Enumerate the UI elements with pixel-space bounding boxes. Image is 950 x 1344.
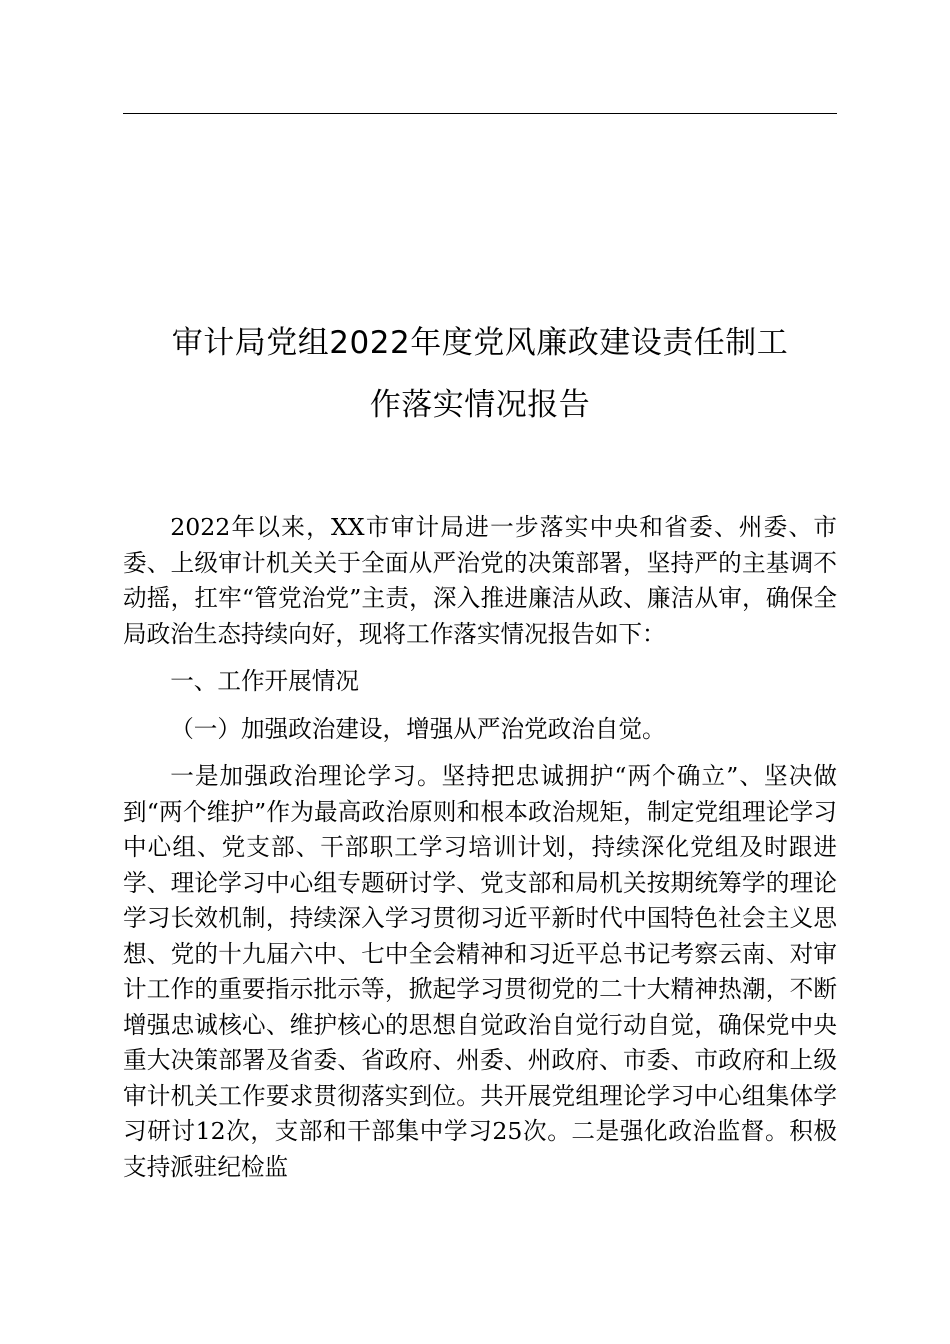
document-title-line-1: 审计局党组2022年度党风廉政建设责任制工 — [171, 325, 789, 361]
header-rule — [123, 113, 837, 114]
document-title — [123, 312, 837, 436]
body-paragraph: 一是加强政治理论学习。坚持把忠诚拥护“两个确立”、坚决做到“两个维护”作为最高政治原则和根本政治规矩，制定党组理论学习中心组、党支部、干部职工学习培训计划，持续深化党组及时跟进学、理论学习中心组专题研讨学、党支部和局机关按期统筹学的理论学习长效机制，持续深入学习贯彻习近平新时代中国特色社会主义思想、党的十九届六中、七中全会精神和习近平总书记考察云南、对审计工作的重要指示批示等，掀起学习贯彻党的二十大精神热潮，不断增强忠诚核心、维护核心的思想自觉政治自觉行动自觉，确保党中央重大决策部署及省委、省政府、州委、州政府、市委、市政府和上级审计机关工作要求贯彻落实到位。共开展党组理论学习中心组集体学习研讨12次，支部和干部集中学习25次。二是强化政治监督。积极支持派驻纪检监 — [123, 762, 837, 1181]
section-heading: 一、工作开展情况 — [170, 667, 359, 695]
intro-paragraph: 2022年以来，XX市审计局进一步落实中央和省委、州委、市委、上级审计机关关于全面从严治党的决策部署，坚持严的主基调不动摇，扛牢“管党治党”主责，深入推进廉洁从政、廉洁从审，确保全局政治生态持续向好，现将工作落实情况报告如下： — [123, 513, 837, 648]
document-title-line-2: 作落实情况报告 — [369, 387, 591, 423]
document-body — [123, 510, 837, 1185]
subsection-heading: （一）加强政治建设，增强从严治党政治自觉。 — [170, 714, 666, 743]
